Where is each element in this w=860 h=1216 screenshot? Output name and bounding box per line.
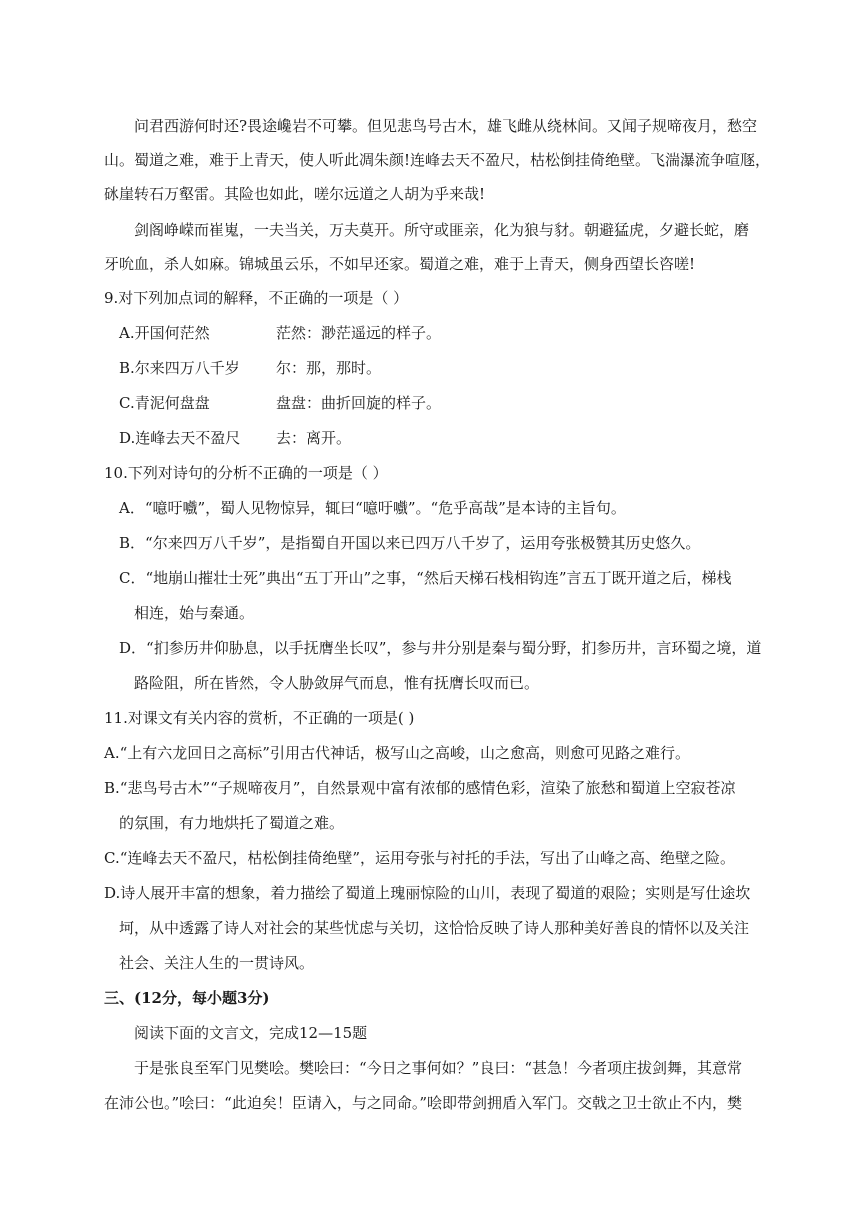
question-11-stem: 11.对课文有关内容的赏析，不正确的一项是( )	[104, 709, 415, 727]
q10-option-b: B．“尔来四万八千岁”，是指蜀自开国以来已四万八千岁了，运用夸张极赞其历史悠久。	[119, 534, 701, 552]
q10-option-c-cont: 相连，始与秦通。	[134, 604, 255, 622]
q9-option-c-label: C.青泥何盘盘	[119, 394, 210, 412]
passage-line: 问君西游何时还?畏途巉岩不可攀。但见悲鸟号古木，雄飞雌从绕林间。又闻子规啼夜月，愁空	[134, 117, 758, 135]
question-9-stem: 9.对下列加点词的解释，不正确的一项是（ ）	[104, 289, 409, 307]
q9-option-c-explain: 盘盘：曲折回旋的样子。	[276, 394, 442, 412]
passage-line: 砯崖转石万壑雷。其险也如此，嗟尔远道之人胡为乎来哉!	[104, 185, 486, 203]
passage-line: 在沛公也。”哙曰：“此迫矣！臣请入，与之同命。”哙即带剑拥盾入军门。交戟之卫士欲止不内，樊	[104, 1094, 743, 1112]
q11-option-b: B.“悲鸟号古木”“子规啼夜月”，自然景观中富有浓郁的感情色彩，渲染了旅愁和蜀道上空寂苍凉	[104, 779, 736, 797]
q11-option-a: A.“上有六龙回日之高标”引用古代神话，极写山之高峻，山之愈高，则愈可见路之难行。	[104, 744, 690, 762]
passage-line: 于是张良至军门见樊哙。樊哙曰：“今日之事何如？”良曰：“甚急！今者项庄拔剑舞，其意常	[134, 1059, 743, 1077]
q9-option-b-label: B.尔来四万八千岁	[119, 359, 240, 377]
section-3-heading: 三、(12分，每小题3分)	[104, 989, 270, 1007]
passage-line: 山。蜀道之难，难于上青天，使人听此凋朱颜!连峰去天不盈尺，枯松倒挂倚绝壁。飞湍瀑流争喧豗，	[104, 151, 771, 169]
q10-option-c: C．“地崩山摧壮士死”典出“五丁开山”之事，“然后天梯石栈相钩连”言五丁既开道之后，梯栈	[119, 569, 732, 587]
q11-option-b-cont: 的氛围，有力地烘托了蜀道之难。	[119, 814, 345, 832]
q10-option-d-cont: 路险阻，所在皆然，令人胁敛屏气而息，惟有抚膺长叹而已。	[134, 674, 540, 692]
question-10-stem: 10.下列对诗句的分析不正确的一项是（ ）	[104, 464, 388, 482]
q9-option-d-explain: 去：离开。	[276, 429, 352, 447]
q11-option-c: C.“连峰去天不盈尺，枯松倒挂倚绝壁”，运用夸张与衬托的手法，写出了山峰之高、绝壁之险。	[104, 849, 736, 867]
q9-option-d-label: D.连峰去天不盈尺	[119, 429, 241, 447]
q9-option-a-label: A.开国何茫然	[119, 324, 210, 342]
q11-option-d-cont: 坷，从中透露了诗人对社会的某些忧虑与关切，这恰恰反映了诗人那种美好善良的情怀以及关注	[119, 919, 750, 937]
passage-line: 牙吮血，杀人如麻。锦城虽云乐，不如早还家。蜀道之难，难于上青天，侧身西望长咨嗟!	[104, 255, 696, 273]
q11-option-d-cont: 社会、关注人生的一贯诗风。	[119, 954, 315, 972]
q9-option-a-explain: 茫然：渺茫遥远的样子。	[276, 324, 442, 342]
q11-option-d: D.诗人展开丰富的想象，着力描绘了蜀道上瑰丽惊险的山川，表现了蜀道的艰险；实则是写仕途坎	[104, 884, 751, 902]
q10-option-d: D．“扪参历井仰胁息，以手抚膺坐长叹”，参与井分别是秦与蜀分野，扪参历井，言环蜀之境，道	[119, 639, 762, 657]
section-3-instruction: 阅读下面的文言文，完成12—15题	[134, 1024, 368, 1042]
q10-option-a: A．“噫吁嚱”，蜀人见物惊异，辄曰“噫吁嚱”。“危乎高哉”是本诗的主旨句。	[119, 499, 626, 517]
q9-option-b-explain: 尔：那，那时。	[276, 359, 382, 377]
passage-line: 剑阁峥嵘而崔嵬，一夫当关，万夫莫开。所守或匪亲，化为狼与豺。朝避猛虎，夕避长蛇，磨	[134, 221, 750, 239]
